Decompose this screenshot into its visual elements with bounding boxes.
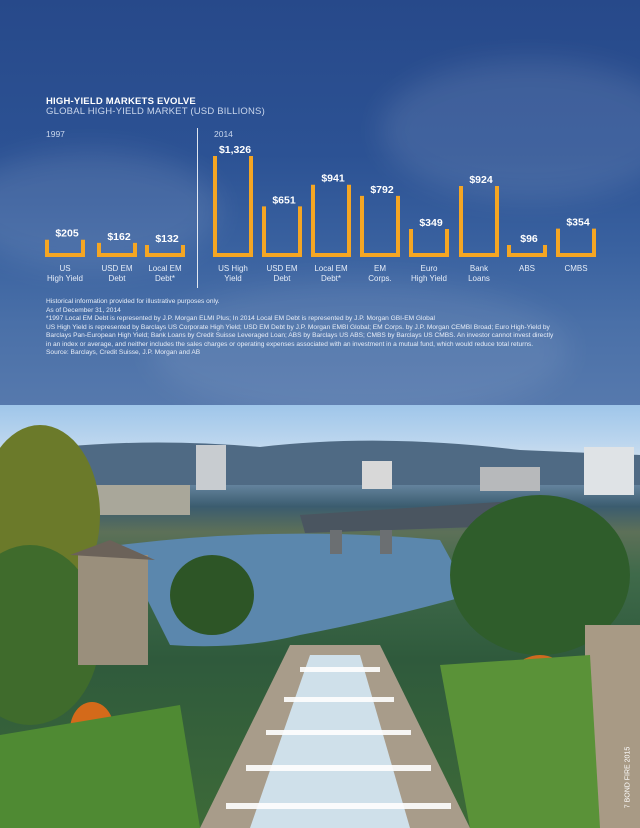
category-label: EM (374, 264, 386, 273)
year-label-2014: 2014 (214, 129, 233, 139)
chart-subtitle: GLOBAL HIGH-YIELD MARKET (USD BILLIONS) (46, 106, 265, 117)
value-label: $941 (321, 172, 345, 185)
footnote-line: US High Yield is represented by Barclays US Corporate High Yield; USD EM Debt by J.P. Morgan EMBI Global; EM Corps. by J.P. Morgan CEMBI Broad; Euro High-Yield by (46, 323, 550, 331)
bar-2014-6 (509, 245, 545, 255)
bar-2014-0 (215, 156, 251, 255)
category-label: High Yield (410, 274, 448, 283)
category-label: Bank (469, 264, 489, 273)
value-label: $162 (107, 230, 131, 243)
category-label: Euro (420, 264, 438, 273)
bar-2014-3 (362, 196, 398, 255)
value-label: $651 (272, 194, 296, 207)
category-label: Debt* (154, 274, 176, 283)
bar-2014-5 (461, 186, 497, 255)
value-label: $205 (55, 227, 79, 240)
bar-2014-1 (264, 206, 300, 255)
footnotes (46, 298, 606, 358)
photo-ottawa-locks (0, 405, 640, 828)
value-label: $96 (520, 233, 538, 245)
category-label: CMBS (564, 264, 588, 273)
value-label: $792 (370, 183, 394, 196)
footnote-line: Barclays Pan-European High Yield; Bank Loans by Credit Suisse Leveraged Loan; ABS by Barclays US ABS; CMBS by Barclays US CMBS. An investor cannot invest directly (46, 332, 554, 339)
category-label: High Yield (46, 274, 84, 283)
category-label: USD EM (266, 264, 298, 273)
category-label: Corps. (368, 274, 392, 283)
bar-1997-2 (147, 245, 183, 255)
category-label: US High (218, 264, 248, 273)
bar-2014-7 (558, 229, 594, 255)
category-label: USD EM (101, 264, 133, 273)
page-number: 7 BOND FIRE 2015 (624, 746, 632, 809)
landscape-illustration (0, 405, 640, 828)
category-label: Local EM (314, 264, 348, 273)
category-label: Yield (224, 274, 242, 283)
value-label: $1,326 (218, 144, 252, 156)
chart-title: HIGH-YIELD MARKETS EVOLVE (46, 96, 196, 107)
category-label: US (59, 264, 71, 273)
year-label-1997: 1997 (46, 129, 65, 139)
value-label: $354 (566, 216, 590, 229)
category-label: Debt* (320, 274, 342, 283)
footnote-line: in an index or average, and neither includes the sales charges or operating expenses associated with an investment in a mutual fund, which would reduce total returns. (46, 340, 534, 348)
bar-2014-4 (411, 229, 447, 255)
value-label: $132 (155, 233, 179, 245)
bar-chart (0, 0, 640, 300)
category-label: Debt (108, 274, 126, 283)
footnote-line: Source: Barclays, Credit Suisse, J.P. Morgan and AB (46, 349, 201, 356)
value-label: $349 (419, 216, 443, 229)
category-label: Local EM (148, 264, 182, 273)
chart-panel (0, 0, 640, 405)
value-label: $924 (469, 174, 493, 187)
footnote-line: As of December 31, 2014 (46, 306, 121, 314)
footnote-line: Historical information provided for illustrative purposes only. (46, 298, 220, 305)
bar-2014-2 (313, 185, 349, 255)
category-label: Loans (468, 274, 490, 283)
bar-1997-0 (47, 240, 83, 255)
category-label: ABS (518, 264, 536, 273)
page-footer (622, 740, 634, 820)
category-label: Debt (273, 274, 291, 283)
footnote-line: *1997 Local EM Debt is represented by J.P. Morgan ELMI Plus; In 2014 Local EM Debt is represented by J.P. Morgan GBI-EM Global (46, 315, 435, 322)
bar-1997-1 (99, 243, 135, 255)
